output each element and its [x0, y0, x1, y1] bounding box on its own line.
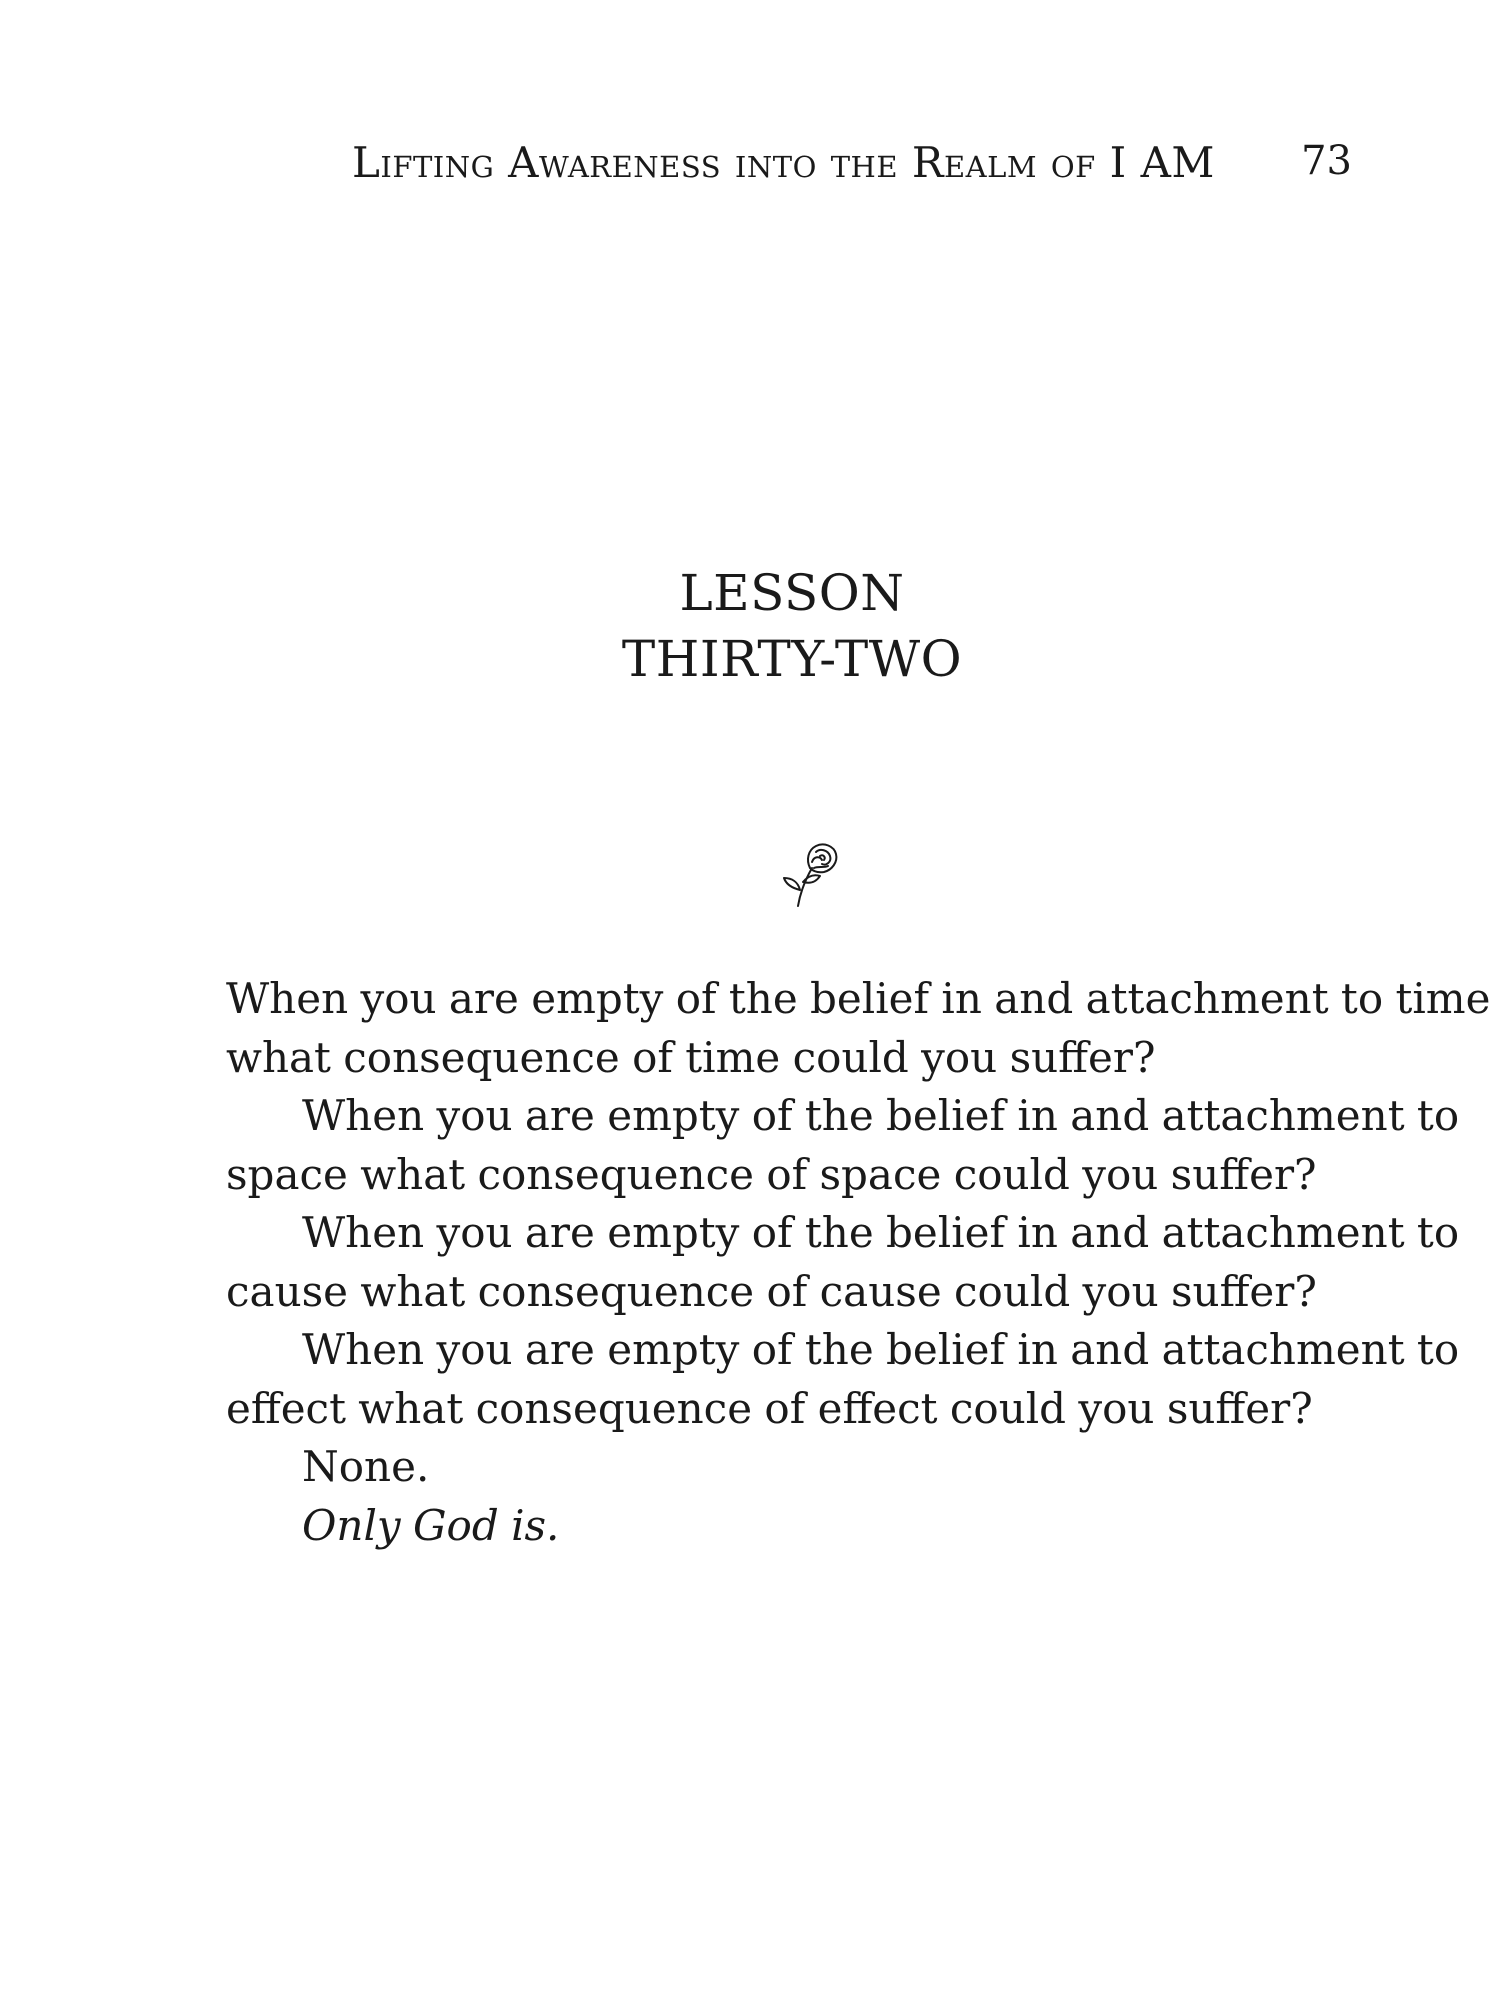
body-line: When you are empty of the belief in and attachment to: [302, 1208, 1460, 1257]
body-line: Only God is.: [302, 1500, 560, 1550]
lesson-body: [226, 970, 1491, 1555]
body-line: space what consequence of space could you suffer?: [226, 1149, 1317, 1199]
lesson-heading: [0, 560, 1500, 692]
body-line: When you are empty of the belief in and attachment to: [302, 1091, 1460, 1140]
body-line: effect what consequence of effect could you suffer?: [226, 1383, 1313, 1433]
running-header: [352, 138, 1352, 198]
rose-icon: [776, 830, 840, 910]
body-line: When you are empty of the belief in and attachment to time: [226, 974, 1491, 1023]
body-line: None.: [302, 1442, 430, 1491]
page-number: 73: [1301, 138, 1352, 184]
body-line: what consequence of time could you suffer?: [226, 1032, 1156, 1082]
lesson-number: THIRTY-TWO: [621, 630, 963, 688]
running-title: Lifting Awareness into the Realm of I AM: [352, 138, 1215, 187]
lesson-label: LESSON: [679, 564, 905, 622]
body-line: When you are empty of the belief in and attachment to: [302, 1325, 1460, 1374]
body-line: cause what consequence of cause could you suffer?: [226, 1266, 1317, 1316]
